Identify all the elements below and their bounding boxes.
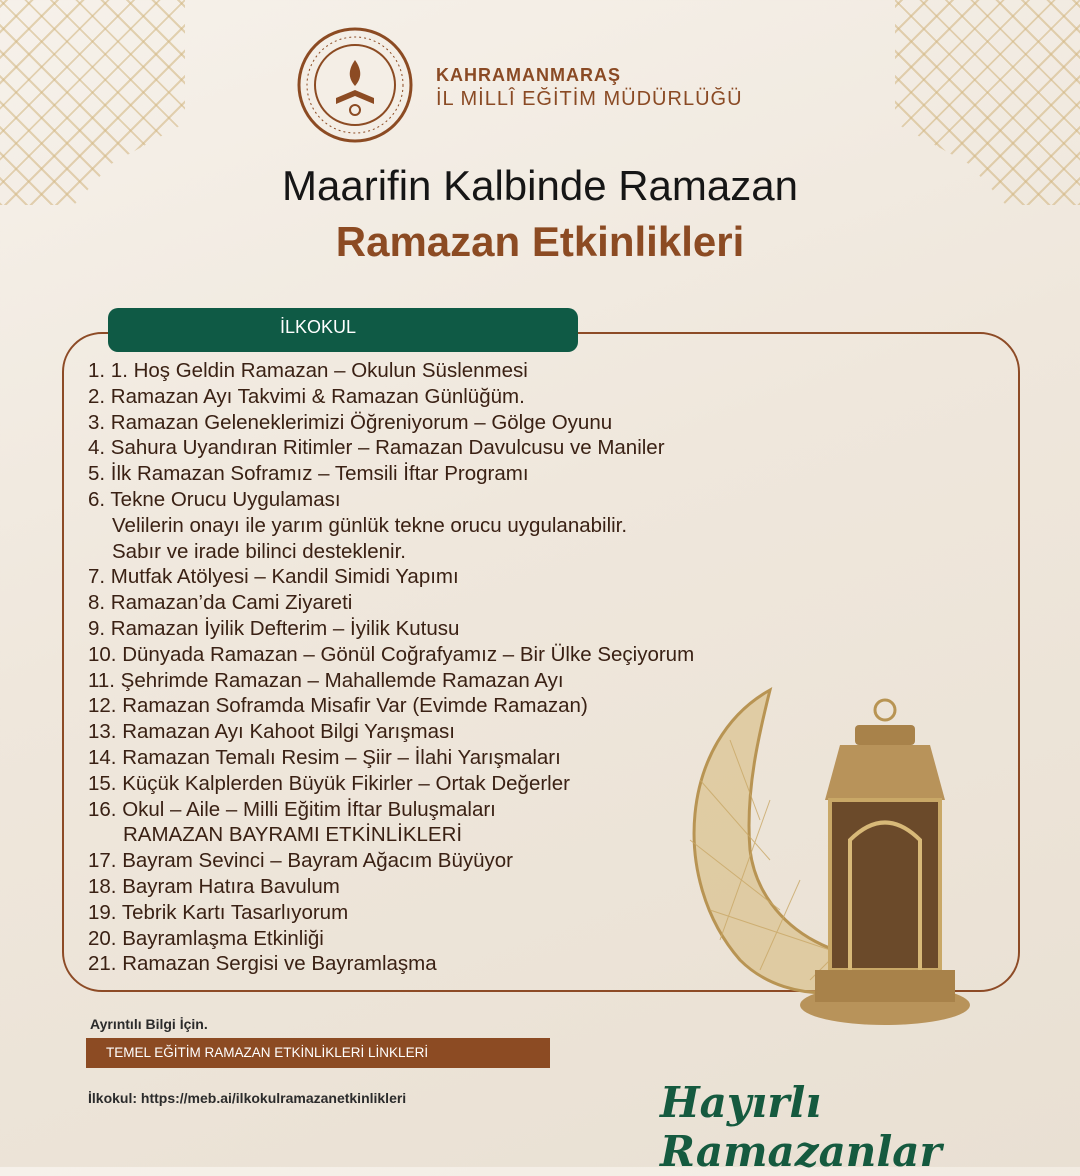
- ministry-seal-icon: [296, 26, 414, 144]
- list-item: 10. Dünyada Ramazan – Gönül Coğrafyamız – Bir Ülke Seçiyorum: [88, 642, 695, 666]
- links-title-bar: TEMEL EĞİTİM RAMAZAN ETKİNLİKLERİ LİNKLERİ: [86, 1038, 550, 1068]
- list-item: 21. Ramazan Sergisi ve Bayramlaşma: [88, 952, 437, 976]
- list-item: 18. Bayram Hatıra Bavulum: [88, 874, 340, 898]
- list-item: 14. Ramazan Temalı Resim – Şiir – İlahi Yarışmaları: [88, 745, 561, 769]
- section-label: İLKOKUL: [108, 308, 578, 352]
- list-item: 16. Okul – Aile – Milli Eğitim İftar Buluşmaları: [88, 797, 496, 821]
- list-item-note: Velilerin onayı ile yarım günlük tekne orucu uygulanabilir.: [112, 513, 628, 537]
- org-line-1: KAHRAMANMARAŞ: [436, 65, 621, 85]
- list-item: 1. 1. Hoş Geldin Ramazan – Okulun Süslenmesi: [88, 359, 528, 382]
- list-item: 11. Şehrimde Ramazan – Mahallemde Ramazan Ayı: [88, 668, 564, 692]
- list-item: 12. Ramazan Soframda Misafir Var (Evimde Ramazan): [88, 694, 588, 718]
- activity-list: [88, 358, 694, 977]
- info-label: Ayrıntılı Bilgi İçin.: [90, 1016, 208, 1032]
- crescent-lantern-icon: [660, 680, 980, 1060]
- list-item: 5. İlk Ramazan Soframız – Temsili İftar Programı: [88, 462, 529, 486]
- list-item: 9. Ramazan İyilik Defterim – İyilik Kutusu: [88, 616, 460, 640]
- list-item: 17. Bayram Sevinci – Bayram Ağacım Büyüyor: [88, 849, 513, 873]
- ministry-name: [436, 64, 743, 112]
- list-item: 20. Bayramlaşma Etkinliği: [88, 926, 324, 950]
- page-title: Maarifin Kalbinde Ramazan: [282, 162, 798, 209]
- list-item: 4. Sahura Uyandıran Ritimler – Ramazan Davulcusu ve Maniler: [88, 436, 665, 460]
- list-item: 13. Ramazan Ayı Kahoot Bilgi Yarışması: [88, 720, 455, 744]
- list-item: 3. Ramazan Geleneklerimizi Öğreniyorum – Gölge Oyunu: [88, 410, 613, 434]
- list-item: 2. Ramazan Ayı Takvimi & Ramazan Günlüğüm.: [88, 384, 525, 408]
- page-subtitle: Ramazan Etkinlikleri: [335, 218, 745, 265]
- list-item: 7. Mutfak Atölyesi – Kandil Simidi Yapımı: [88, 565, 459, 589]
- list-item: 15. Küçük Kalplerden Büyük Fikirler – Ortak Değerler: [88, 771, 570, 795]
- list-item: 8. Ramazan’da Cami Ziyareti: [88, 591, 353, 615]
- list-item-note: Sabır ve irade bilinci desteklenir.: [112, 539, 406, 563]
- list-subheading: RAMAZAN BAYRAMI ETKİNLİKLERİ: [123, 823, 463, 847]
- list-item: 6. Tekne Orucu Uygulaması: [88, 487, 341, 511]
- list-item: 19. Tebrik Kartı Tasarlıyorum: [88, 900, 349, 924]
- org-line-2: İL MİLLÎ EĞİTİM MÜDÜRLÜĞÜ: [436, 87, 743, 110]
- greeting-text: Hayırlı Ramazanlar: [660, 1078, 942, 1176]
- primary-school-link[interactable]: İlkokul: https://meb.ai/ilkokulramazanetkinlikleri: [88, 1090, 407, 1106]
